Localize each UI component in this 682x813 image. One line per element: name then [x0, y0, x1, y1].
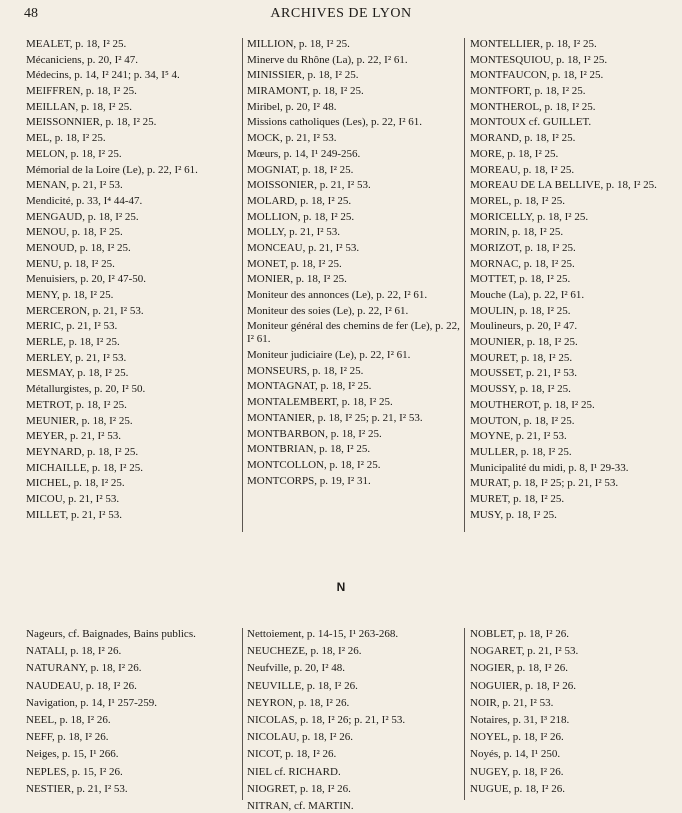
index-entry: MENOUD, p. 18, I² 25.: [26, 241, 131, 254]
index-entry: MORIZOT, p. 18, I² 25.: [470, 241, 576, 254]
index-entry: MICHAILLE, p. 18, I² 25.: [26, 461, 143, 474]
index-entry: MEYER, p. 21, I² 53.: [26, 430, 121, 443]
index-entry: MONTHEROL, p. 18, I² 25.: [470, 100, 596, 113]
index-entry: MICOU, p. 21, I² 53.: [26, 492, 120, 505]
index-entry: Mémorial de la Loire (Le), p. 22, I² 61.: [26, 163, 198, 176]
index-entry: MOLLION, p. 18, I² 25.: [247, 210, 355, 223]
index-entry: NOIR, p. 21, I² 53.: [470, 696, 554, 709]
index-entry: MONTBRIAN, p. 18, I² 25.: [247, 443, 371, 456]
index-entry: Neufville, p. 20, I² 48.: [247, 662, 346, 675]
index-entry: NITRAN, cf. MARTIN.: [247, 799, 354, 812]
index-entry: NOBLET, p. 18, I² 26.: [470, 628, 570, 640]
index-entry: MEL, p. 18, I² 25.: [26, 132, 106, 145]
index-entry: MELON, p. 18, I² 25.: [26, 147, 122, 160]
index-entry: NICOT, p. 18, I² 26.: [247, 748, 337, 761]
index-entry: MONCEAU, p. 21, I² 53.: [247, 241, 360, 254]
index-entry: MONTCORPS, p. 19, I² 31.: [247, 474, 371, 487]
index-entry: Moniteur judiciaire (Le), p. 22, I² 61.: [247, 349, 411, 362]
index-entry: MENY, p. 18, I² 25.: [26, 289, 114, 301]
index-entry: NICOLAU, p. 18, I² 26.: [247, 731, 353, 744]
index-entry: MENU, p. 18, I² 25.: [26, 257, 115, 270]
index-entry: MONTCOLLON, p. 18, I² 25.: [247, 458, 381, 471]
index-column-1: [22, 38, 242, 532]
index-entry: NEPLES, p. 15, I² 26.: [26, 765, 123, 778]
index-entry: NIOGRET, p. 18, I² 26.: [247, 782, 351, 795]
page-number: 48: [24, 6, 38, 21]
index-entry: MICHEL, p. 18, I² 25.: [26, 477, 125, 490]
index-entry: MEISSONNIER, p. 18, I² 25.: [26, 116, 157, 129]
index-entry: MONSEURS, p. 18, I² 25.: [247, 364, 364, 377]
index-block-n: [22, 628, 670, 812]
index-entry: MEILLAN, p. 18, I² 25.: [26, 100, 132, 113]
index-entry: MOCK, p. 21, I² 53.: [247, 132, 337, 145]
index-entry: MURAT, p. 18, I² 25; p. 21, I² 53.: [470, 477, 619, 490]
index-entry: MILLET, p. 21, I² 53.: [26, 508, 122, 521]
index-entry: MORICELLY, p. 18, I² 25.: [470, 210, 589, 223]
index-entry: MERCERON, p. 21, I² 53.: [26, 304, 144, 317]
index-entry: NEUVILLE, p. 18, I² 26.: [247, 679, 358, 692]
index-column-3: [464, 38, 670, 532]
index-entry: MORE, p. 18, I² 25.: [470, 147, 559, 160]
index-entry: NATALI, p. 18, I² 26.: [26, 645, 122, 658]
index-entry: MENOU, p. 18, I² 25.: [26, 226, 123, 239]
index-entry: MENGAUD, p. 18, I² 25.: [26, 210, 139, 223]
index-entry: Métallurgistes, p. 20, I² 50.: [26, 383, 146, 396]
index-entry: MOUTHEROT, p. 18, I² 25.: [470, 398, 595, 411]
index-entry: MURET, p. 18, I² 25.: [470, 492, 565, 505]
index-entry: NUGUE, p. 18, I² 26.: [470, 782, 565, 795]
index-entry: MOISSONIER, p. 21, I² 53.: [247, 179, 371, 192]
index-entry: MEALET, p. 18, I² 25.: [26, 38, 127, 50]
index-entry: MEIFFREN, p. 18, I² 25.: [26, 85, 137, 98]
index-entry: MOYNE, p. 21, I² 53.: [470, 430, 567, 443]
index-entry: Nageurs, cf. Baignades, Bains publics.: [26, 628, 196, 640]
index-entry: MERLE, p. 18, I² 25.: [26, 336, 120, 349]
running-title: ARCHIVES DE LYON: [270, 6, 412, 21]
index-entry: MOUSSET, p. 21, I² 53.: [470, 367, 577, 380]
index-column-2: [242, 628, 464, 812]
index-column-1: [22, 628, 242, 800]
index-entry: Moulineurs, p. 20, I² 47.: [470, 320, 578, 333]
index-entry: MEUNIER, p. 18, I² 25.: [26, 414, 133, 427]
index-entry: MESMAY, p. 18, I² 25.: [26, 367, 129, 380]
index-entry: MONTANIER, p. 18, I² 25; p. 21, I² 53.: [247, 411, 423, 424]
index-entry: Neiges, p. 15, I¹ 266.: [26, 748, 119, 761]
index-column-3: [464, 628, 670, 800]
index-entry: Mécaniciens, p. 20, I² 47.: [26, 53, 139, 66]
index-entry: MOREAU, p. 18, I² 25.: [470, 163, 575, 176]
index-entry: NATURANY, p. 18, I² 26.: [26, 662, 142, 675]
index-entry: NUGEY, p. 18, I² 26.: [470, 765, 564, 778]
index-entry: MERIC, p. 21, I² 53.: [26, 320, 118, 333]
index-entry: MOGNIAT, p. 18, I² 25.: [247, 163, 354, 176]
index-entry: MILLION, p. 18, I² 25.: [247, 38, 350, 50]
index-entry: NOGARET, p. 21, I² 53.: [470, 645, 579, 658]
index-entry: Mœurs, p. 14, I¹ 249-256.: [247, 147, 361, 160]
index-entry: NICOLAS, p. 18, I² 26; p. 21, I² 53.: [247, 713, 406, 726]
index-entry: MONTELLIER, p. 18, I² 25.: [470, 38, 597, 50]
index-entry: Mendicité, p. 33, I⁴ 44-47.: [26, 194, 143, 207]
index-entry: MOTTET, p. 18, I² 25.: [470, 273, 571, 286]
index-block-m: [22, 38, 670, 532]
index-entry: NOGUIER, p. 18, I² 26.: [470, 679, 576, 692]
index-entry: Municipalité du midi, p. 8, I¹ 29-33.: [470, 461, 629, 474]
index-entry: Nettoiement, p. 14-15, I¹ 263-268.: [247, 628, 399, 640]
index-entry: MONTESQUIOU, p. 18, I² 25.: [470, 53, 608, 66]
index-entry: MONET, p. 18, I² 25.: [247, 257, 342, 270]
page-header: [0, 6, 682, 24]
index-entry: MONTALEMBERT, p. 18, I² 25.: [247, 396, 393, 409]
section-heading: N: [336, 580, 346, 594]
index-entry: MORIN, p. 18, I² 25.: [470, 226, 564, 239]
index-entry: MONTBARBON, p. 18, I² 25.: [247, 427, 382, 440]
index-entry: MENAN, p. 21, I² 53.: [26, 179, 123, 192]
index-entry: MORNAC, p. 18, I² 25.: [470, 257, 575, 270]
index-entry: Notaires, p. 31, I³ 218.: [470, 713, 570, 726]
index-entry: Miribel, p. 20, I² 48.: [247, 100, 337, 113]
index-entry: NAUDEAU, p. 18, I² 26.: [26, 679, 137, 692]
index-entry: MOLARD, p. 18, I² 25.: [247, 194, 352, 207]
index-entry: MOUTON, p. 18, I² 25.: [470, 414, 575, 427]
index-entry: MIRAMONT, p. 18, I² 25.: [247, 85, 364, 98]
index-entry: Minerve du Rhône (La), p. 22, I² 61.: [247, 53, 408, 66]
index-entry: MOUNIER, p. 18, I² 25.: [470, 336, 578, 349]
index-entry: MONTFORT, p. 18, I² 25.: [470, 85, 586, 98]
index-entry: Noyés, p. 14, I¹ 250.: [470, 748, 561, 761]
index-column-2: [242, 38, 464, 532]
index-entry: MONTAGNAT, p. 18, I² 25.: [247, 380, 372, 393]
index-entry: Mouche (La), p. 22, I² 61.: [470, 289, 585, 301]
index-entry: MERLEY, p. 21, I² 53.: [26, 351, 127, 364]
index-entry: MOURET, p. 18, I² 25.: [470, 351, 573, 364]
index-entry: NEYRON, p. 18, I² 26.: [247, 696, 350, 709]
index-entry: NEEL, p. 18, I² 26.: [26, 713, 111, 726]
index-entry: MULLER, p. 18, I² 25.: [470, 445, 572, 458]
index-entry: NIEL cf. RICHARD.: [247, 765, 341, 778]
index-entry: MONIER, p. 18, I² 25.: [247, 273, 347, 286]
index-entry: MOREL, p. 18, I² 25.: [470, 194, 565, 207]
index-entry: NESTIER, p. 21, I² 53.: [26, 782, 128, 795]
index-entry: Moniteur général des chemins de fer (Le), p. 22, I² 61.: [247, 320, 460, 346]
index-entry: MEYNARD, p. 18, I² 25.: [26, 445, 139, 458]
index-entry: Menuisiers, p. 20, I² 47-50.: [26, 273, 147, 286]
index-entry: Médecins, p. 14, I² 241; p. 34, I⁵ 4.: [26, 69, 180, 82]
index-entry: MONTOUX cf. GUILLET.: [470, 116, 592, 129]
index-entry: Moniteur des annonces (Le), p. 22, I² 61.: [247, 289, 428, 301]
index-entry: NEFF, p. 18, I² 26.: [26, 731, 109, 744]
index-entry: MOLLY, p. 21, I² 53.: [247, 226, 341, 239]
index-entry: METROT, p. 18, I² 25.: [26, 398, 127, 411]
index-entry: MUSY, p. 18, I² 25.: [470, 508, 557, 521]
index-entry: MONTFAUCON, p. 18, I² 25.: [470, 69, 604, 82]
index-entry: Navigation, p. 14, I¹ 257-259.: [26, 696, 158, 709]
index-entry: NOYEL, p. 18, I² 26.: [470, 731, 564, 744]
index-entry: NEUCHEZE, p. 18, I² 26.: [247, 645, 362, 658]
index-entry: Missions catholiques (Les), p. 22, I² 61.: [247, 116, 423, 129]
index-entry: NOGIER, p. 18, I² 26.: [470, 662, 569, 675]
index-entry: MOREAU DE LA BELLIVE, p. 18, I² 25.: [470, 179, 657, 192]
index-entry: Moniteur des soies (Le), p. 22, I² 61.: [247, 304, 409, 317]
index-entry: MORAND, p. 18, I² 25.: [470, 132, 576, 145]
index-entry: MOUSSY, p. 18, I² 25.: [470, 383, 571, 396]
index-entry: MOULIN, p. 18, I² 25.: [470, 304, 571, 317]
index-entry: MINISSIER, p. 18, I² 25.: [247, 69, 359, 82]
